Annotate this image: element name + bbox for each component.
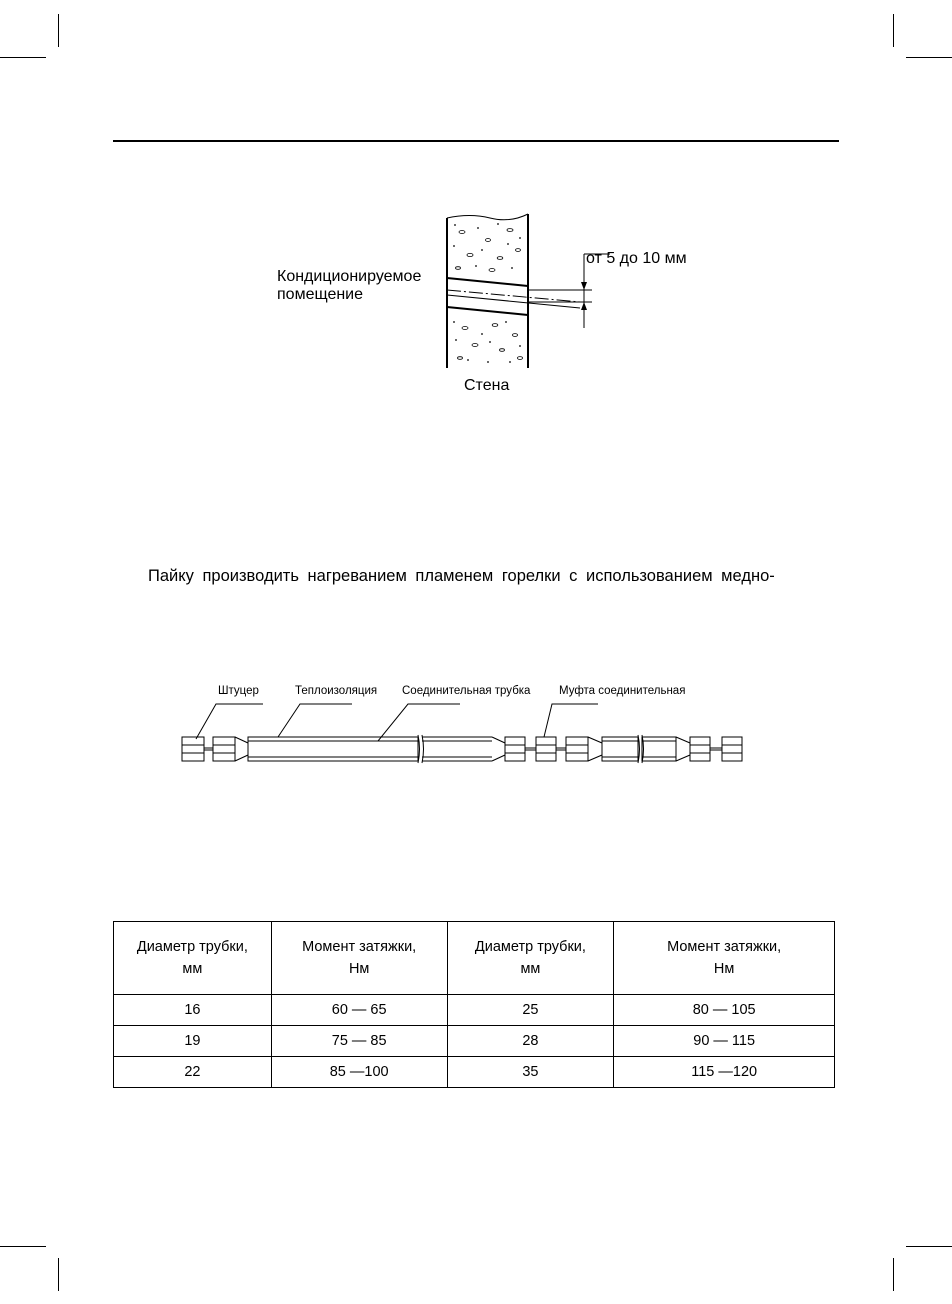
table-cell: 90 — 115: [614, 1026, 835, 1057]
table-cell: 22: [114, 1057, 272, 1088]
gap-dimension-label: от 5 до 10 мм: [586, 250, 687, 267]
table-cell: 19: [114, 1026, 272, 1057]
room-label-line1: Кондиционируемое: [277, 268, 422, 285]
table-row: [114, 1026, 835, 1057]
pipe-diagram: [180, 695, 750, 765]
wall-label: Стена: [464, 377, 510, 394]
table-row: [114, 995, 835, 1026]
label-pipe: Соединительная трубка: [402, 685, 531, 697]
table-cell: 28: [447, 1026, 614, 1057]
header-cell: Диаметр трубки, мм: [447, 922, 614, 995]
table-cell: 80 — 105: [614, 995, 835, 1026]
table-cell: 60 — 65: [271, 995, 447, 1026]
table-cell: 85 —100: [271, 1057, 447, 1088]
table-cell: 16: [114, 995, 272, 1026]
table-header-row: [114, 922, 835, 995]
header-cell: Момент затяжки, Нм: [271, 922, 447, 995]
label-coupling: Муфта соединительная: [559, 685, 686, 697]
header-rule: [113, 140, 839, 142]
table-cell: 75 — 85: [271, 1026, 447, 1057]
label-insulation: Теплоизоляция: [295, 685, 378, 697]
table-cell: 115 —120: [614, 1057, 835, 1088]
label-fitting: Штуцер: [218, 685, 259, 697]
table-cell: 25: [447, 995, 614, 1026]
table-cell: 35: [447, 1057, 614, 1088]
room-label-line2: помещение: [277, 286, 364, 303]
torque-table: [113, 921, 835, 1088]
wall-diagram: [440, 210, 610, 370]
body-paragraph: Пайку производить нагреванием пламенем горелки с использованием медно-: [148, 567, 775, 585]
header-cell: Момент затяжки, Нм: [614, 922, 835, 995]
table-row: [114, 1057, 835, 1088]
header-cell: Диаметр трубки, мм: [114, 922, 272, 995]
